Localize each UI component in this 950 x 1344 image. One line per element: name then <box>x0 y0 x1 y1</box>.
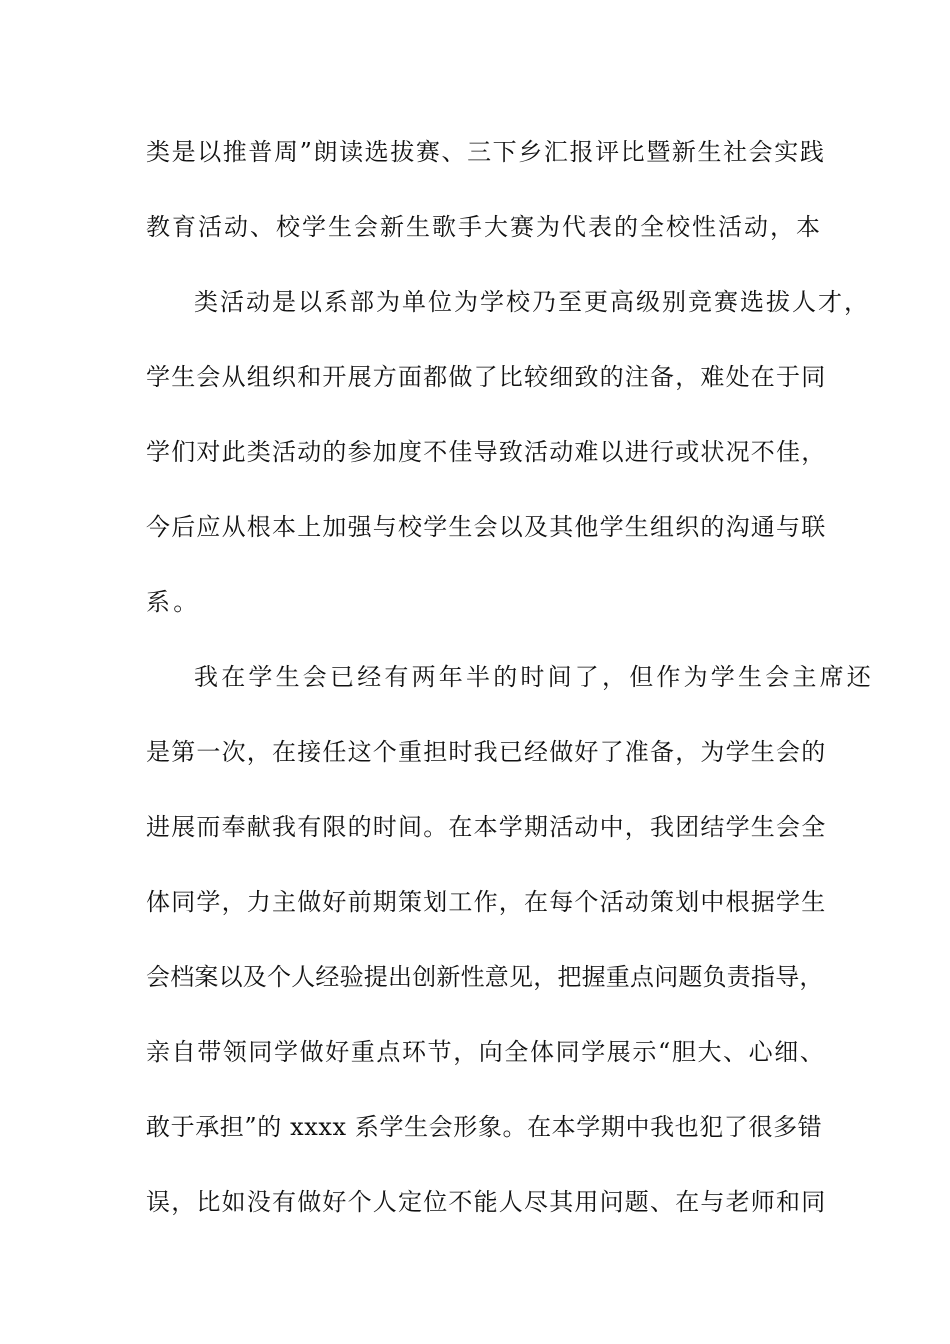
text-line: 学生会从组织和开展方面都做了比较细致的注备，难处在于同 <box>146 363 827 391</box>
paragraph-start-line: 我在学生会已经有两年半的时间了，但作为学生会主席还 <box>194 663 874 691</box>
text-line: 是第一次，在接任这个重担时我已经做好了准备，为学生会的 <box>146 738 827 766</box>
paragraph-start-line: 类活动是以系部为单位为学校乃至更高级别竞赛选拔人才， <box>194 288 870 316</box>
text-line: 亲自带领同学做好重点环节，向全体同学展示“胆大、心细、 <box>146 1038 826 1066</box>
text-line: 误，比如没有做好个人定位不能人尽其用问题、在与老师和同 <box>146 1188 827 1216</box>
text-line: 体同学，力主做好前期策划工作，在每个活动策划中根据学生 <box>146 888 827 916</box>
text-line: 今后应从根本上加强与校学生会以及其他学生组织的沟通与联 <box>146 513 827 541</box>
text-line: 类是以推普周”朗读选拔赛、三下乡汇报评比暨新生社会实践 <box>146 138 826 166</box>
text-line: 系。 <box>146 588 201 616</box>
text-line: 教育活动、校学生会新生歌手大赛为代表的全校性活动，本 <box>146 213 822 241</box>
text-line: 会档案以及个人经验提出创新性意见，把握重点问题负责指导， <box>146 963 824 991</box>
text-line: 学们对此类活动的参加度不佳导致活动难以进行或状况不佳， <box>146 438 827 466</box>
text-line: 敢于承担”的 xxxx 系学生会形象。在本学期中我也犯了很多错 <box>146 1113 823 1141</box>
text-line: 进展而奉献我有限的时间。在本学期活动中，我团结学生会全 <box>146 813 827 841</box>
